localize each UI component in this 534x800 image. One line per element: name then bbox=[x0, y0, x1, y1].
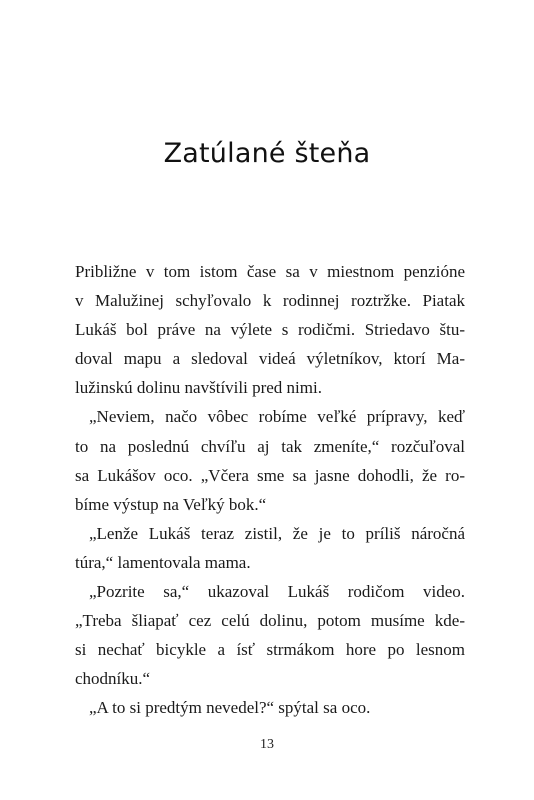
text-line: lužinskú dolinu navštívili pred nimi. bbox=[75, 378, 322, 398]
text-line: Lukáš bol práve na výlete s rodičmi. Striedavo štu- bbox=[75, 320, 465, 340]
text-line: to na poslednú chvíľu aj tak zmeníte,“ rozčuľoval bbox=[75, 436, 465, 456]
text-line: si nechať bicykle a ísť strmákom hore po lesnom bbox=[75, 640, 465, 660]
text-line: „Lenže Lukáš teraz zistil, že je to príliš náročná bbox=[89, 523, 465, 543]
text-line: „A to si predtým nevedel?“ spýtal sa oco. bbox=[89, 698, 371, 718]
chapter-title: Zatúlané šteňa bbox=[163, 138, 371, 169]
body-text bbox=[75, 257, 465, 723]
page-number: 13 bbox=[260, 737, 274, 752]
text-line: túra,“ lamentovala mama. bbox=[75, 552, 251, 572]
text-line: Približne v tom istom čase sa v miestnom penzióne bbox=[75, 262, 465, 281]
text-line: doval mapu a sledoval videá výletníkov, ktorí Ma- bbox=[75, 349, 465, 369]
text-line: sa Lukášov oco. „Včera sme sa jasne dohodli, že ro- bbox=[75, 465, 465, 485]
text-line: „Pozrite sa,“ ukazoval Lukáš rodičom video. bbox=[89, 582, 465, 602]
text-line: bíme výstup na Veľký bok.“ bbox=[75, 494, 267, 514]
text-line: v Malužinej schyľovalo k rodinnej roztržke. Piatak bbox=[75, 291, 465, 311]
text-line: „Treba šliapať cez celú dolinu, potom musíme kde- bbox=[75, 611, 465, 631]
text-line: „Neviem, načo vôbec robíme veľké prípravy, keď bbox=[89, 407, 465, 427]
text-line: chodníku.“ bbox=[75, 669, 151, 689]
